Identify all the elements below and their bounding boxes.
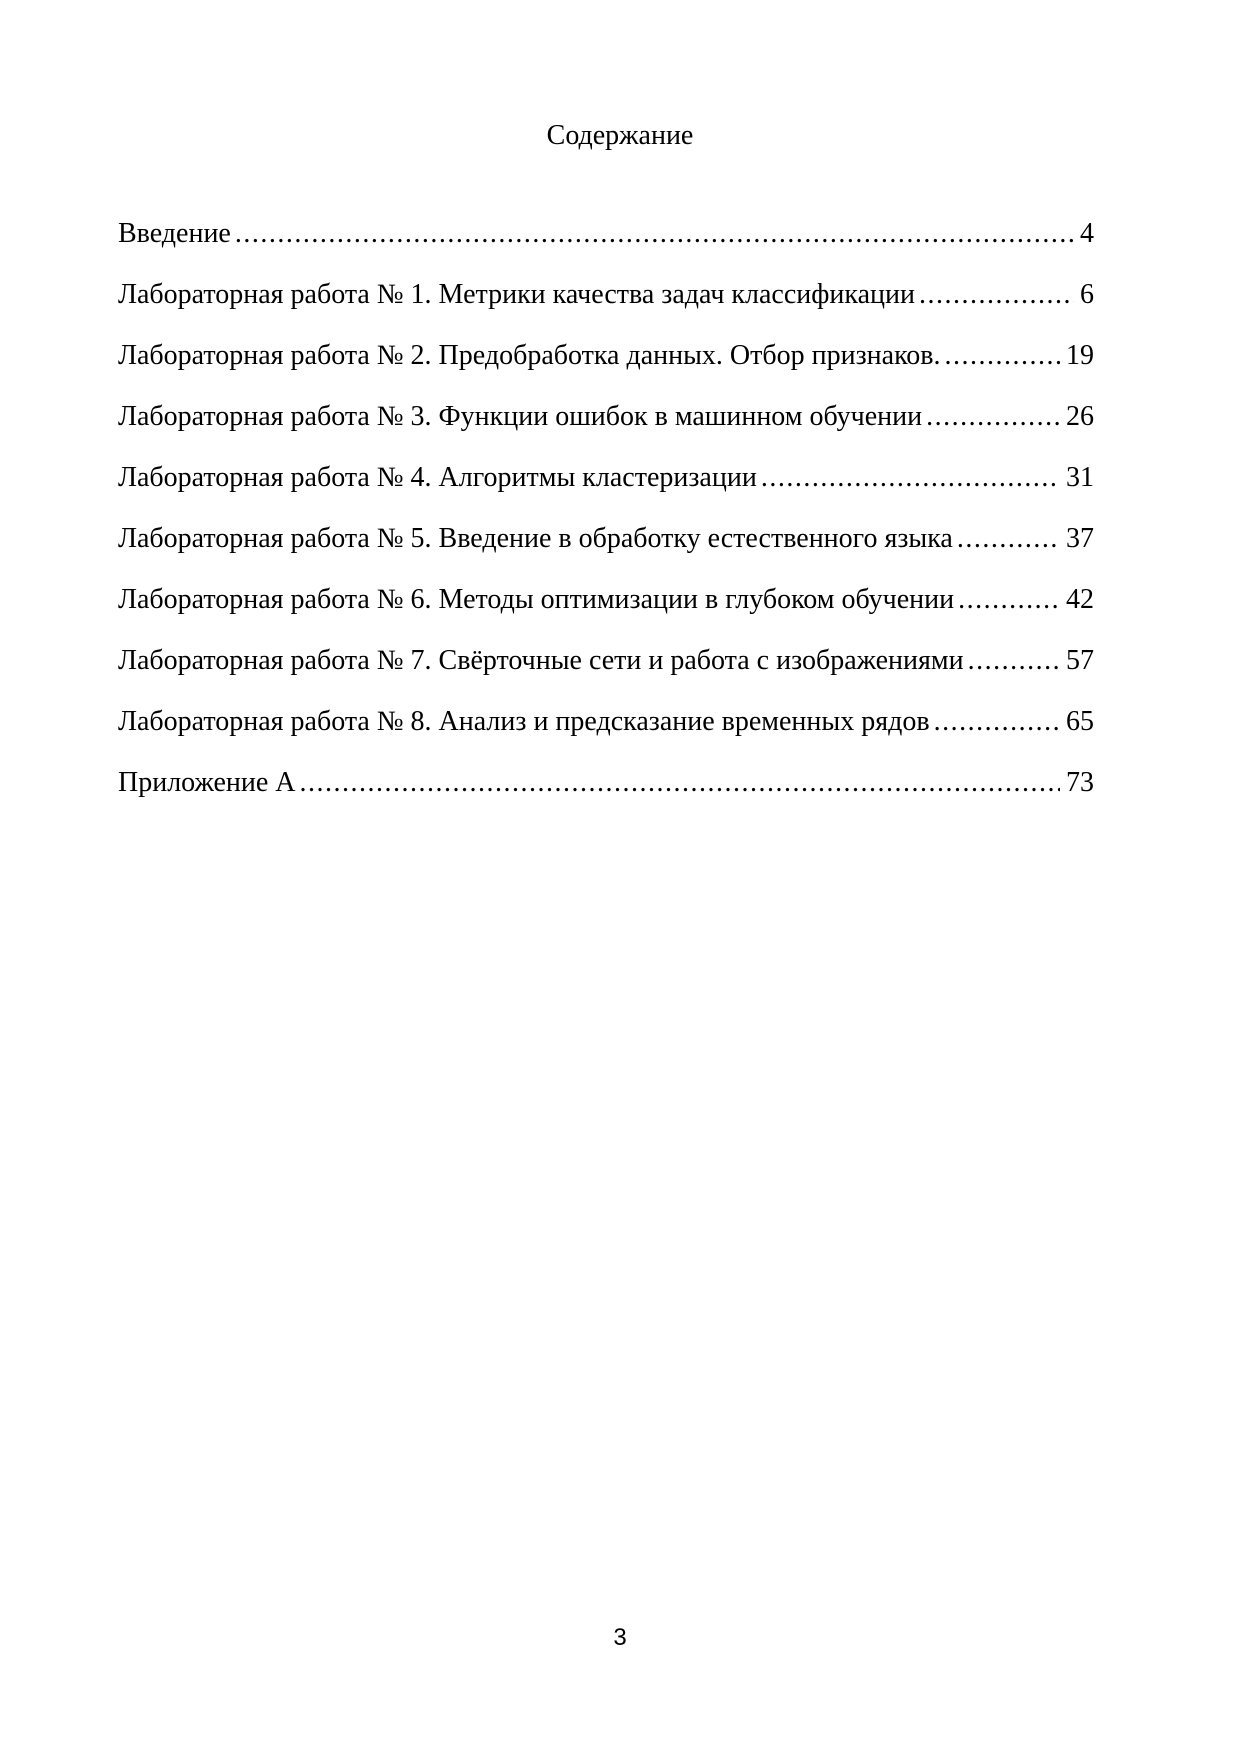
- toc-entry-lab-1[interactable]: [118, 277, 1094, 338]
- toc-leader-dots: [300, 765, 1060, 801]
- toc-leader-dots: [934, 704, 1060, 740]
- toc-entry-lab-3[interactable]: [118, 399, 1094, 460]
- toc-entry-text: Лабораторная работа № 5. Введение в обработку естественного языка: [118, 523, 953, 554]
- toc-leader-dots: [957, 521, 1060, 557]
- toc-entry-page: 6: [1080, 279, 1094, 310]
- toc-entry-lab-6[interactable]: [118, 582, 1094, 643]
- toc-leader-dots: [958, 582, 1060, 618]
- toc-entry-text: Лабораторная работа № 7. Свёрточные сети и работа с изображениями: [118, 645, 964, 676]
- toc-leader-dots: [968, 643, 1060, 679]
- table-of-contents: [118, 216, 1094, 826]
- toc-leader-dots: [919, 277, 1074, 313]
- toc-entry-page: 65: [1066, 706, 1094, 737]
- toc-entry-page: 4: [1080, 218, 1094, 249]
- toc-entry-introduction[interactable]: [118, 216, 1094, 277]
- toc-entry-page: 37: [1066, 523, 1094, 554]
- toc-entry-page: 42: [1066, 584, 1094, 615]
- toc-entry-page: 73: [1066, 767, 1094, 798]
- toc-entry-text: Лабораторная работа № 1. Метрики качества задач классификации: [118, 279, 915, 310]
- toc-entry-text: Лабораторная работа № 6. Методы оптимизации в глубоком обучении: [118, 584, 955, 615]
- toc-entry-appendix-a[interactable]: [118, 765, 1094, 826]
- toc-entry-text: Лабораторная работа № 4. Алгоритмы кластеризации: [118, 462, 757, 493]
- toc-entry-text: Лабораторная работа № 8. Анализ и предсказание временных рядов: [118, 706, 930, 737]
- toc-entry-page: 57: [1066, 645, 1094, 676]
- toc-entry-lab-2[interactable]: [118, 338, 1094, 399]
- toc-leader-dots: [761, 460, 1060, 496]
- toc-entry-text: Введение: [118, 218, 231, 249]
- toc-entry-lab-4[interactable]: [118, 460, 1094, 521]
- toc-entry-lab-5[interactable]: [118, 521, 1094, 582]
- page-title: Содержание: [546, 120, 694, 151]
- toc-leader-dots: [926, 399, 1060, 435]
- toc-entry-text: Приложение А: [118, 767, 296, 798]
- toc-entry-page: 19: [1066, 340, 1094, 371]
- toc-entry-page: 26: [1066, 401, 1094, 432]
- toc-entry-page: 31: [1066, 462, 1094, 493]
- page-number: 3: [613, 1624, 627, 1651]
- toc-leader-dots: [235, 216, 1074, 252]
- toc-entry-text: Лабораторная работа № 3. Функции ошибок в машинном обучении: [118, 401, 923, 432]
- toc-entry-text: Лабораторная работа № 2. Предобработка данных. Отбор признаков.: [118, 340, 941, 371]
- toc-entry-lab-8[interactable]: [118, 704, 1094, 765]
- toc-leader-dots: [944, 338, 1060, 374]
- toc-entry-lab-7[interactable]: [118, 643, 1094, 704]
